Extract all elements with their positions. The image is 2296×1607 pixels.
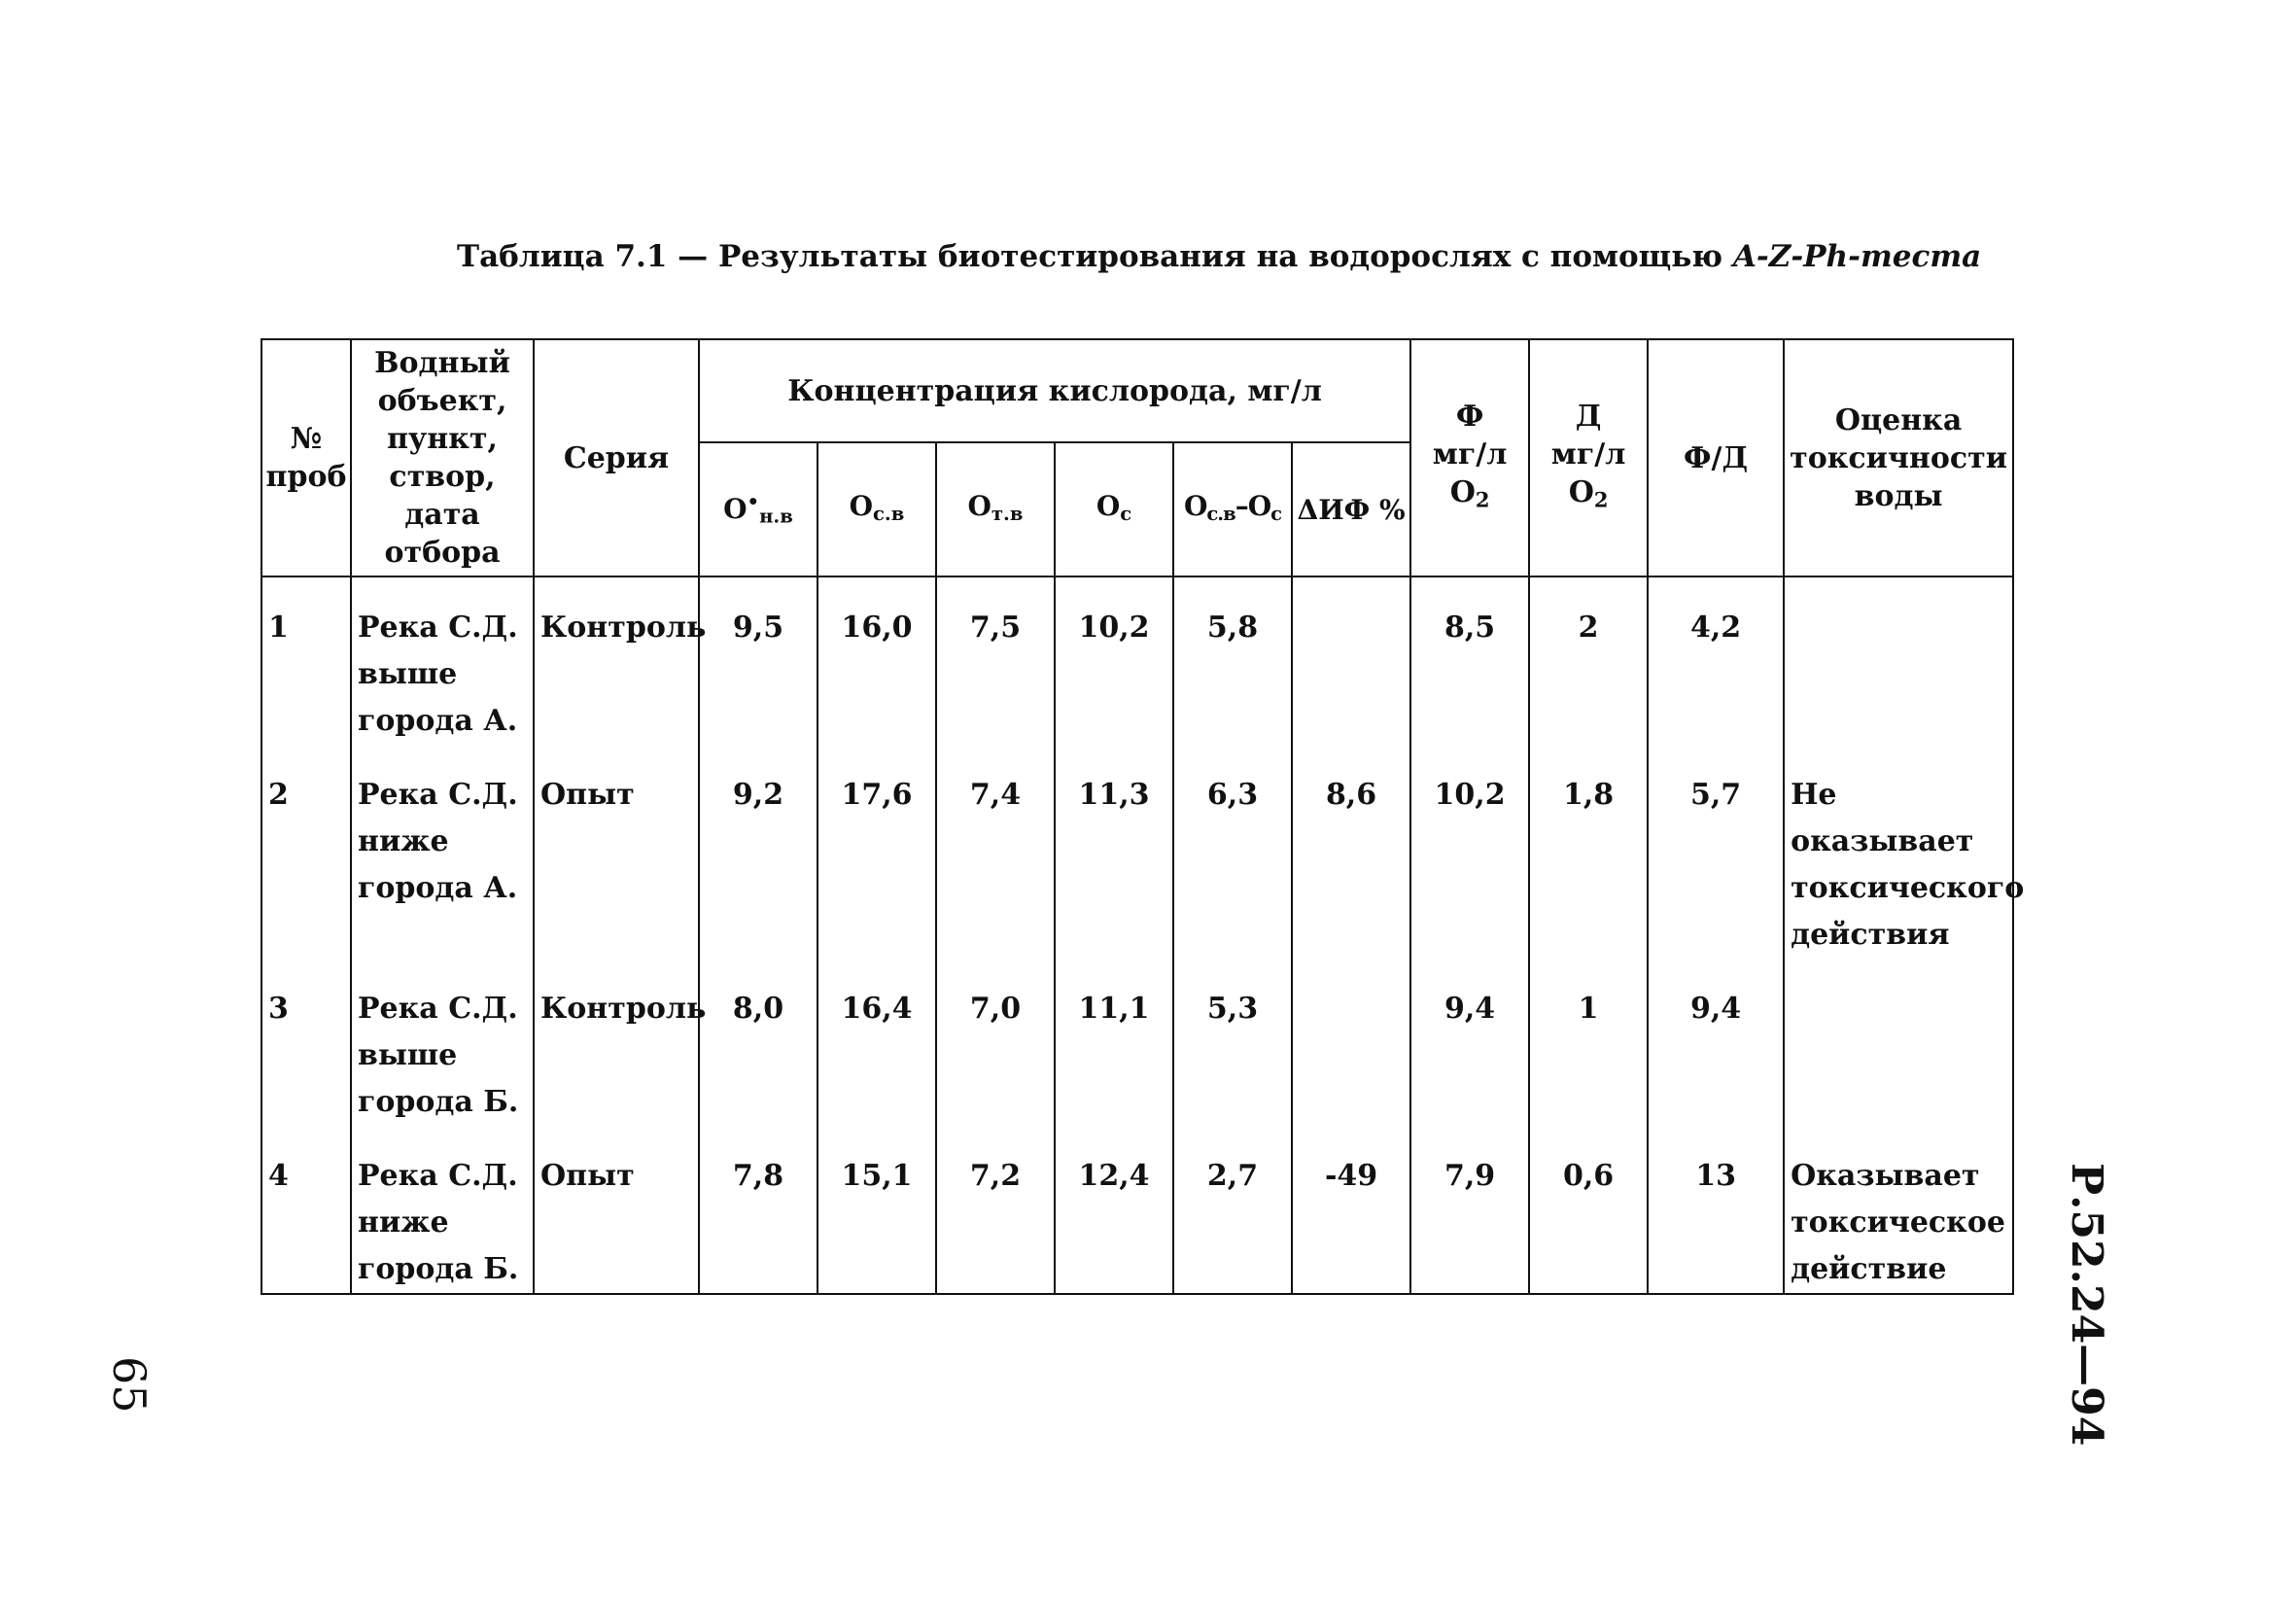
cell-object-line: города Б. — [358, 1085, 519, 1119]
cell-d: 1 — [1529, 964, 1648, 1132]
cell-o-na: 7,8 — [699, 1132, 818, 1294]
cell-object-line: ниже — [358, 1205, 449, 1240]
cell-series: Опыт — [534, 751, 699, 964]
header-o-na: $O^•_{н.в}$ — [699, 442, 818, 576]
cell-f: 10,2 — [1410, 751, 1529, 964]
cell-d: 1,8 — [1529, 751, 1648, 964]
cell-object-line: выше — [358, 1038, 458, 1072]
cell-object — [351, 1132, 534, 1294]
cell-series: Контроль — [534, 576, 699, 751]
cell-o-diff: 6,3 — [1173, 751, 1292, 964]
cell-object-line: Река С.Д. — [358, 778, 518, 812]
cell-object-line: ниже — [358, 824, 449, 858]
header-series: Серия — [534, 339, 699, 576]
cell-dif — [1292, 576, 1410, 751]
cell-o-sv: 16,0 — [818, 576, 936, 751]
cell-o-tv: 7,4 — [936, 751, 1055, 964]
cell-object-line: Река С.Д. — [358, 611, 518, 645]
cell-o-na: 9,5 — [699, 576, 818, 751]
cell-d: 2 — [1529, 576, 1648, 751]
cell-assessment-line: Оказывает — [1791, 1159, 1980, 1193]
cell-series: Опыт — [534, 1132, 699, 1294]
cell-o-sv: 16,4 — [818, 964, 936, 1132]
table-row — [261, 751, 2013, 964]
table-row — [261, 576, 2013, 751]
cell-assessment — [1784, 964, 2013, 1132]
document-code: Р.52.24—94 — [2062, 1163, 2111, 1447]
header-fd: Ф/Д — [1648, 339, 1784, 576]
table-row — [261, 1132, 2013, 1294]
cell-assessment-line: оказывает — [1791, 824, 1974, 858]
cell-object — [351, 751, 534, 964]
cell-o-sv: 17,6 — [818, 751, 936, 964]
cell-fd: 4,2 — [1648, 576, 1784, 751]
cell-num: 1 — [261, 576, 351, 751]
header-assessment: Оценка токсичности воды — [1784, 339, 2013, 576]
header-o-sv: $O_{с.в}$ — [818, 442, 936, 576]
cell-o-diff: 5,8 — [1173, 576, 1292, 751]
header-oxygen-group: Концентрация кислорода, мг/л — [699, 339, 1410, 442]
cell-o-s: 11,3 — [1055, 751, 1173, 964]
cell-assessment-line: действие — [1791, 1252, 1947, 1286]
cell-o-s: 11,1 — [1055, 964, 1173, 1132]
cell-o-diff: 5,3 — [1173, 964, 1292, 1132]
header-f: Ф мг/л $O_2$ — [1410, 339, 1529, 576]
header-o-diff: $O_{с.в}-O_с$ — [1173, 442, 1292, 576]
cell-o-tv: 7,2 — [936, 1132, 1055, 1294]
cell-num: 3 — [261, 964, 351, 1132]
cell-object-line: города А. — [358, 704, 518, 738]
cell-fd: 13 — [1648, 1132, 1784, 1294]
cell-fd: 5,7 — [1648, 751, 1784, 964]
cell-f: 9,4 — [1410, 964, 1529, 1132]
cell-object-line: города А. — [358, 871, 518, 905]
header-o-s: $O_с$ — [1055, 442, 1173, 576]
cell-assessment — [1784, 1132, 2013, 1294]
cell-o-tv: 7,0 — [936, 964, 1055, 1132]
results-body — [261, 576, 2025, 1294]
cell-assessment-line: токсического — [1791, 871, 2025, 905]
cell-assessment — [1784, 576, 2013, 751]
cell-assessment — [1784, 751, 2025, 964]
page-number: 65 — [103, 1356, 156, 1414]
cell-object — [351, 964, 534, 1132]
header-dif: ΔИФ % — [1292, 442, 1410, 576]
cell-series: Контроль — [534, 964, 699, 1132]
cell-assessment-line: Не — [1791, 778, 1837, 812]
cell-f: 7,9 — [1410, 1132, 1529, 1294]
caption-text: Таблица 7.1 — Результаты биотестирования на водорослях с помощью — [457, 239, 1733, 274]
cell-object-line: Река С.Д. — [358, 1159, 518, 1193]
cell-o-na: 8,0 — [699, 964, 818, 1132]
cell-o-na: 9,2 — [699, 751, 818, 964]
cell-fd: 9,4 — [1648, 964, 1784, 1132]
cell-o-sv: 15,1 — [818, 1132, 936, 1294]
header-num: № проб — [261, 339, 351, 576]
cell-dif — [1292, 964, 1410, 1132]
table-caption — [457, 239, 1982, 274]
caption-test-name: A-Z-Ph-теста — [1732, 239, 1982, 274]
cell-o-diff: 2,7 — [1173, 1132, 1292, 1294]
cell-f: 8,5 — [1410, 576, 1529, 751]
cell-object-line: города Б. — [358, 1252, 519, 1286]
header-object: Водный объект, пункт, створ, дата отбора — [351, 339, 534, 576]
cell-object — [351, 576, 534, 751]
cell-num: 4 — [261, 1132, 351, 1294]
cell-d: 0,6 — [1529, 1132, 1648, 1294]
cell-o-s: 12,4 — [1055, 1132, 1173, 1294]
cell-object-line: выше — [358, 657, 458, 691]
header-row-1 — [261, 339, 2013, 442]
results-table — [261, 338, 2025, 1295]
cell-assessment-line: действия — [1791, 918, 1950, 952]
cell-assessment-line: токсическое — [1791, 1205, 2005, 1240]
cell-object-line: Река С.Д. — [358, 992, 518, 1026]
cell-num: 2 — [261, 751, 351, 964]
header-d: Д мг/л $O_2$ — [1529, 339, 1648, 576]
table-row — [261, 964, 2013, 1132]
cell-o-s: 10,2 — [1055, 576, 1173, 751]
cell-dif: 8,6 — [1292, 751, 1410, 964]
header-o-tv: $O_{т.в}$ — [936, 442, 1055, 576]
cell-dif: -49 — [1292, 1132, 1410, 1294]
cell-o-tv: 7,5 — [936, 576, 1055, 751]
